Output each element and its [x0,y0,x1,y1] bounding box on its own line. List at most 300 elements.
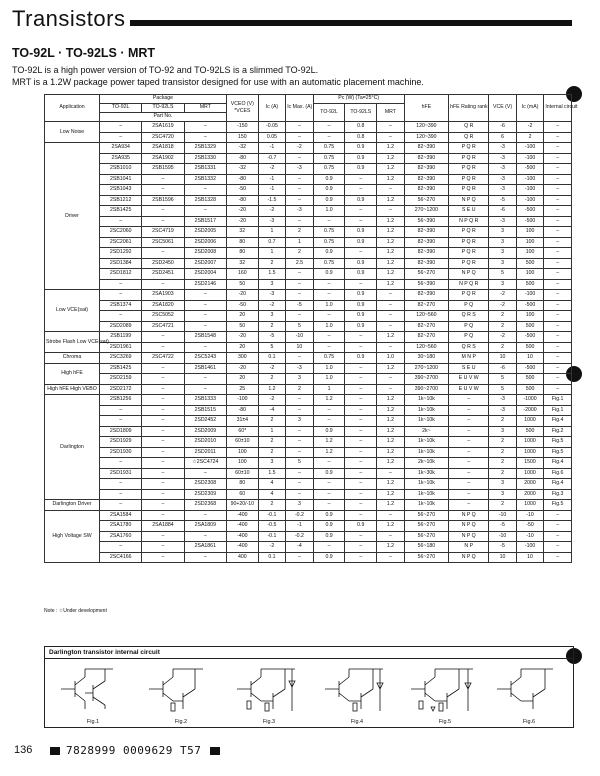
table-cell: 500 [516,374,544,385]
table-cell: – [100,122,142,133]
table-cell: N P Q [449,552,489,563]
table-cell: 2SC2060 [100,227,142,238]
table-cell: N P Q [449,510,489,521]
table-cell: 2SB1330 [184,153,226,164]
table-cell: 160 [226,269,258,280]
table-cell: – [184,342,226,353]
table-cell: -100 [516,153,544,164]
table-cell: P Q R [449,248,489,259]
table-cell: – [544,164,572,175]
table-cell: 10 [516,353,544,364]
table-cell: – [377,552,405,563]
table-cell: – [345,542,377,553]
table-cell: Fig.5 [544,437,572,448]
table-cell: 1.2 [377,489,405,500]
table-cell: -3 [489,153,517,164]
table-note: Note : ☆Under development [44,608,107,614]
table-cell: 1.2 [377,216,405,227]
table-cell: – [313,290,345,301]
table-cell: 0.9 [345,227,377,238]
table-cell: -1 [286,521,314,532]
table-cell: -20 [226,363,258,374]
table-cell: – [286,405,314,416]
circuit-fig-2 [141,663,221,725]
table-cell: -1 [258,174,286,185]
table-cell: 2SD2450 [142,258,184,269]
table-cell: 2SB1256 [100,395,142,406]
table-cell: 390~2700 [404,384,448,395]
table-cell: – [345,384,377,395]
table-cell: 2SC4721 [142,321,184,332]
table-cell: – [345,447,377,458]
table-cell: -100 [516,290,544,301]
col-part-no: Part No. [100,113,227,122]
table-cell: 1.2 [377,248,405,259]
table-cell: – [544,311,572,322]
col-internal: Internal circuit [544,95,572,122]
circuit-fig-6 [489,663,569,725]
table-cell: 2SB1043 [100,185,142,196]
table-cell: 30~180 [404,353,448,364]
table-cell: – [313,416,345,427]
table-cell: – [449,405,489,416]
table-cell: – [544,227,572,238]
table-cell: -0.1 [258,510,286,521]
table-cell: – [544,122,572,133]
table-row [45,521,572,532]
table-cell: P Q R [449,143,489,154]
table-cell: 3 [489,489,517,500]
table-cell: 1.2 [258,384,286,395]
table-cell: S E U [449,206,489,217]
table-body [45,122,572,563]
table-cell: 1 [313,384,345,395]
table-cell: – [142,248,184,259]
table-cell: ☆2SC4724 [184,458,226,469]
table-cell: 0.9 [345,311,377,322]
table-cell: – [544,521,572,532]
table-cell: 0.9 [345,164,377,175]
table-cell: -0.7 [258,153,286,164]
table-cell: – [184,468,226,479]
application-cell: Strobe Flash Low VCE(sat) [45,332,100,353]
table-cell: -10 [489,510,517,521]
table-cell: 1k~10k [404,416,448,427]
table-cell: – [142,489,184,500]
table-cell: – [345,363,377,374]
table-cell: -0.1 [258,531,286,542]
footer-mark-icon [50,747,60,755]
table-cell: – [345,437,377,448]
table-cell: 2 [258,321,286,332]
table-cell: – [449,468,489,479]
table-cell: 0.9 [345,237,377,248]
table-cell: 50 [226,279,258,290]
application-cell: Chroma [45,353,100,364]
table-cell: -20 [226,332,258,343]
table-cell: – [286,269,314,280]
table-cell: 1.2 [377,437,405,448]
table-cell: 56~270 [404,552,448,563]
table-cell: 60±10 [226,437,258,448]
col-icmax: Ic Max. (A) [286,95,314,122]
table-row [45,164,572,175]
table-cell: 2SB1596 [142,195,184,206]
circuit-fig-4 [317,663,397,725]
table-cell: – [142,384,184,395]
table-cell: 1.5 [258,269,286,280]
table-cell: 3 [286,374,314,385]
table-cell: 2 [489,447,517,458]
table-cell: – [313,342,345,353]
table-cell: -20 [226,216,258,227]
table-cell: – [142,542,184,553]
table-cell: – [142,437,184,448]
table-row [45,542,572,553]
table-cell: 0.9 [345,321,377,332]
table-cell: – [286,353,314,364]
table-cell: -5 [258,332,286,343]
table-cell: 1.0 [313,374,345,385]
table-cell: -3 [258,290,286,301]
table-row [45,342,572,353]
table-cell: 0.9 [313,426,345,437]
table-cell: 2SC4720 [142,132,184,143]
table-cell: 82~390 [404,248,448,259]
table-row [45,248,572,259]
table-cell: 500 [516,258,544,269]
table-cell: 1.2 [377,174,405,185]
table-cell: 1.2 [377,195,405,206]
table-cell: 0.75 [313,353,345,364]
table-cell: P Q R [449,153,489,164]
table-cell: M N P [449,353,489,364]
table-cell: -2000 [516,405,544,416]
table-cell: N P Q [449,269,489,280]
table-cell: 0.9 [313,531,345,542]
table-cell: – [184,122,226,133]
col-pc: Pc (W) (Ta=25°C) [313,95,404,104]
table-cell: 0.9 [345,153,377,164]
table-cell: -3 [286,206,314,217]
table-cell: 0.8 [345,132,377,143]
table-cell: 2SA1818 [142,143,184,154]
table-cell: 2SB1199 [100,332,142,343]
table-cell: -500 [516,332,544,343]
table-cell: -2 [489,290,517,301]
col-application: Application [45,95,100,122]
table-cell: E U V W [449,374,489,385]
table-cell: 82~390 [404,258,448,269]
table-row [45,437,572,448]
table-cell: – [544,269,572,280]
table-cell: – [544,185,572,196]
table-cell: -400 [226,531,258,542]
table-row [45,185,572,196]
table-row [45,374,572,385]
table-cell: -2 [258,542,286,553]
table-cell: 82~270 [404,300,448,311]
col-to92l: TO-92L [100,104,142,113]
table-row [45,269,572,280]
table-cell: 32 [226,258,258,269]
table-cell: 1.2 [377,521,405,532]
table-cell: -3 [489,216,517,227]
table-row [45,153,572,164]
table-cell: 2 [286,248,314,259]
table-cell: 500 [516,279,544,290]
table-cell: 2SA934 [100,143,142,154]
table-cell: 2SB1328 [184,195,226,206]
table-cell: 2SD2452 [184,416,226,427]
table-cell: 56~270 [404,195,448,206]
page-title: Transistors [12,6,126,31]
table-cell: – [544,153,572,164]
table-cell: 500 [516,321,544,332]
table-cell: 0.75 [313,153,345,164]
intro-text [12,64,572,88]
table-cell: -2 [489,332,517,343]
table-cell: – [286,174,314,185]
darlington-circuit-icon [489,663,569,715]
table-cell: 82~390 [404,143,448,154]
table-cell: 2SA1902 [142,153,184,164]
table-cell: 82~390 [404,153,448,164]
application-cell: Driver [45,143,100,290]
table-cell: 2SD1292 [100,248,142,259]
table-cell: – [345,531,377,542]
col-to92ls: TO-92LS [142,104,184,113]
table-cell: – [142,479,184,490]
table-cell: – [286,185,314,196]
table-cell: – [100,479,142,490]
table-cell: – [286,479,314,490]
table-cell: 2.5 [286,258,314,269]
table-cell: Fig.4 [544,458,572,469]
table-row [45,206,572,217]
table-cell: 2 [489,437,517,448]
table-cell: -2 [258,300,286,311]
table-cell: 270~1200 [404,363,448,374]
table-cell: – [142,447,184,458]
table-cell: – [142,426,184,437]
table-cell: 3 [258,458,286,469]
table-cell: – [345,185,377,196]
table-cell: 120~560 [404,311,448,322]
table-cell: – [377,311,405,322]
table-cell: 1.2 [377,363,405,374]
table-cell: – [184,510,226,521]
table-cell: – [544,542,572,553]
table-cell: -10 [489,531,517,542]
table-cell: – [286,290,314,301]
table-cell: -1.5 [258,195,286,206]
table-cell: – [377,384,405,395]
table-cell: -1 [258,185,286,196]
table-cell: 2000 [516,479,544,490]
table-cell: -3 [489,395,517,406]
table-cell: 0.1 [258,552,286,563]
table-cell: 1.2 [377,479,405,490]
table-cell: 0.75 [313,164,345,175]
table-cell: 0.9 [345,521,377,532]
table-cell: – [377,510,405,521]
table-row [45,468,572,479]
table-cell: – [286,132,314,143]
table-cell: – [544,248,572,259]
table-row [45,405,572,416]
table-cell: 2SD2089 [100,321,142,332]
table-cell: – [286,437,314,448]
table-cell: – [377,321,405,332]
table-cell: 1 [258,426,286,437]
table-cell: – [184,384,226,395]
table-cell: – [100,542,142,553]
table-cell: – [449,426,489,437]
fig-label: Fig.6 [522,719,536,725]
fig-label: Fig.5 [438,719,452,725]
table-cell: – [377,342,405,353]
table-cell: 1500 [516,458,544,469]
table-cell: 20 [226,311,258,322]
table-cell: 120~560 [404,342,448,353]
table-cell: -5 [286,300,314,311]
table-cell: 2SD2004 [184,269,226,280]
table-cell: 1.2 [313,447,345,458]
table-cell: – [544,290,572,301]
table-cell: -400 [226,510,258,521]
table-cell: – [345,500,377,511]
table-cell: 2 [286,227,314,238]
table-cell: 2SD2006 [184,237,226,248]
table-cell: 82~390 [404,174,448,185]
table-cell: – [286,122,314,133]
table-cell: -2 [258,206,286,217]
table-cell: – [184,206,226,217]
table-cell: 10 [489,353,517,364]
table-cell: – [449,447,489,458]
application-cell: Low Noise [45,122,100,143]
col-pc-to92l: TO-92L [313,104,345,122]
table-cell: 1.2 [377,458,405,469]
table-cell: – [345,395,377,406]
table-cell: 1.2 [377,258,405,269]
table-cell: 2SA1619 [142,122,184,133]
table-cell: – [286,395,314,406]
table-cell: 1k~10k [404,500,448,511]
table-row [45,290,572,301]
table-cell: P Q R [449,164,489,175]
table-row [45,300,572,311]
table-cell: 3 [489,248,517,259]
table-row [45,258,572,269]
footer-mark-icon [210,747,220,755]
table-cell: – [313,216,345,227]
table-cell: – [544,258,572,269]
table-cell: – [544,237,572,248]
circuit-title-divider [45,658,573,659]
page-header [12,6,572,36]
table-cell: – [377,300,405,311]
table-cell: Fig.1 [544,405,572,416]
table-cell: 2SD2010 [184,437,226,448]
table-cell: Fig.4 [544,479,572,490]
table-cell: – [377,468,405,479]
table-cell: – [345,374,377,385]
table-cell: – [286,468,314,479]
table-cell: 2SA1884 [142,521,184,532]
table-cell: – [449,458,489,469]
table-cell: – [184,185,226,196]
table-cell: – [100,500,142,511]
col-ic-ma: Ic (mA) [516,95,544,122]
table-cell: 2SB1010 [100,164,142,175]
table-cell: 5 [286,321,314,332]
table-cell: N P Q [449,531,489,542]
fig-label: Fig.1 [86,719,100,725]
table-cell: 5 [489,384,517,395]
col-vce: VCE (V) [489,95,517,122]
table-row [45,132,572,143]
table-cell: 2SA1584 [100,510,142,521]
table-cell: Fig.6 [544,468,572,479]
table-cell: 2SA935 [100,153,142,164]
table-cell: 3 [489,227,517,238]
table-cell: 1.2 [377,500,405,511]
table-cell: – [100,416,142,427]
table-cell: P Q R [449,258,489,269]
table-cell: – [142,206,184,217]
table-cell: 82~390 [404,227,448,238]
table-cell: 2 [258,500,286,511]
table-cell: – [544,531,572,542]
table-cell: 25 [226,384,258,395]
table-cell: 56~270 [404,269,448,280]
table-cell: 150 [226,132,258,143]
table-cell: -100 [226,395,258,406]
table-cell: 2SD2007 [184,258,226,269]
table-cell: 2 [489,311,517,322]
table-cell: 1 [258,248,286,259]
table-cell: 1.2 [377,416,405,427]
table-cell: 5 [489,269,517,280]
table-cell: -50 [226,185,258,196]
table-cell: – [100,458,142,469]
table-cell: – [142,531,184,542]
table-cell: – [345,479,377,490]
table-cell: – [142,510,184,521]
table-cell: -80 [226,153,258,164]
table-cell: – [100,290,142,301]
table-cell: 3 [489,426,517,437]
table-cell: – [345,206,377,217]
table-cell: – [142,500,184,511]
table-cell: – [286,216,314,227]
table-cell: -500 [516,363,544,374]
table-cell: – [345,342,377,353]
table-cell: 1.2 [377,143,405,154]
table-cell: 2SD2451 [142,269,184,280]
table-row [45,227,572,238]
table-cell: -10 [286,332,314,343]
table-cell: 2 [258,416,286,427]
table-cell: 500 [516,384,544,395]
table-row [45,279,572,290]
table-cell: 1.2 [377,153,405,164]
table-cell: -3 [286,363,314,374]
circuit-fig-1 [53,663,133,725]
table-row [45,332,572,343]
